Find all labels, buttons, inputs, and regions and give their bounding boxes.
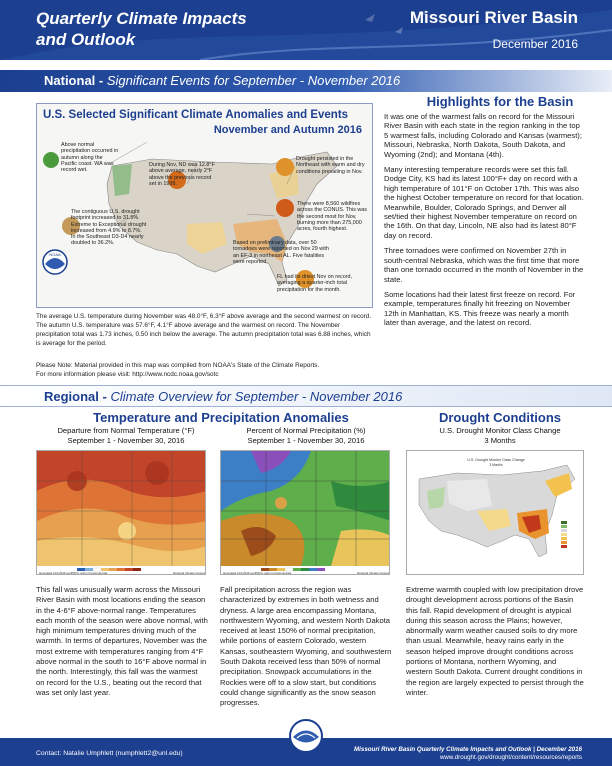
footer-contact: Contact: Natalie Umphlett (numphlett2@unl.edu) [36, 750, 183, 757]
drought-change-map [406, 450, 584, 575]
regional-section-band [0, 385, 612, 407]
precip-caption-line-1: Percent of Normal Precipitation (%) [246, 426, 366, 435]
highlights-paragraph: Three tornadoes were confirmed on November 27th in south-central Nebraska, which was the first time that more than one tornado occurred in the month of November in the state. [384, 246, 584, 284]
precip-map-footer-right: Regional Climate Centers [357, 571, 389, 575]
issue-date: December 2016 [492, 37, 578, 51]
annotation-tornadoes: Based on preliminary data, over 50 tornadoes were reported on Nov 29 with an EF-3 in northeast AL. Five fatalities were reported. [233, 240, 329, 265]
note-line-2: For more information please visit: http://www.ncdc.noaa.gov/sotc [36, 370, 219, 378]
noaa-logo-text: NOAA [49, 252, 61, 257]
drought-narrative: Extreme warmth coupled with low precipitation drove drought development across portions of the Basin this fall. Rapid development of drought is atypical during this season across the Plains; however, abnormally warm weather caused soils to dry more than usual. Meanwhile, heavy rains early in the season helped improve drought conditions across portions of Montana, northern Wyoming, and western South Dakota. Current drought conditions in the region are largely expected to persist through the winter. [406, 585, 584, 697]
national-map-title: U.S. Selected Significant Climate Anomalies and Events [43, 109, 349, 121]
national-band-italic: Significant Events for September - November 2016 [106, 73, 401, 88]
title-line-2: and Outlook [36, 30, 136, 49]
national-section-band [0, 70, 612, 92]
drought-caption-line-1: U.S. Drought Monitor Class Change [439, 426, 561, 435]
footer-url[interactable]: www.drought.gov/drought/content/resources/reports [439, 754, 582, 761]
national-map-subtitle: November and Autumn 2016 [213, 124, 362, 136]
drought-map-inner-title: U.S. Drought Monitor Class Change [467, 458, 525, 462]
annotation-florida: FL had its driest Nov on record, averaging a quarter-inch total precipitation for the month. [277, 274, 353, 293]
national-summary-text: The average U.S. temperature during November was 48.0°F, 6.3°F above average and the second warmest on record. The autumn U.S. temperature was 57.6°F, 4.1°F above average and the warmest on record. The November precipitation total was 1.73 inches, 0.50 inch below the average. The autumn precipitation total was 6.88 inches, which is average for the period. [36, 313, 372, 347]
temp-precip-title: Temperature and Precipitation Anomalies [93, 410, 349, 425]
precip-caption-line-2: September 1 - November 30, 2016 [247, 435, 365, 445]
national-band-label [44, 73, 400, 88]
regional-band-italic: Climate Overview for September - November 2016 [110, 389, 403, 404]
drought-map-inner-subtitle: 3 Months [489, 463, 503, 467]
precipitation-map-graphic [221, 451, 390, 575]
newsletter-title [36, 8, 316, 50]
drought-title: Drought Conditions [438, 410, 562, 425]
temp-map-footer-right: Regional Climate Centers [173, 571, 205, 575]
highlights-paragraph: Some locations had their latest first freeze on record. For example, temperatures finally hit freezing on November 12th in Manhattan, KS. This freeze was nearly a month later than average, and the latest on record. [384, 289, 576, 328]
region-name: Missouri River Basin [409, 8, 578, 27]
temp-caption-line-1: Departure from Normal Temperature (°F) [57, 426, 195, 435]
title-line-1: Quarterly Climate Impacts [36, 9, 247, 28]
drought-legend [561, 521, 567, 548]
annotation-drought-footprint: The contiguous U.S. drought footprint increased to 31.5%. Extreme to Exceptional drought increased from 4.9% to 8.7%. In the Southeast D3-D4 nearly doubled to 36.2%. [71, 209, 147, 247]
temp-map-caption [36, 426, 216, 445]
regional-band-label [44, 389, 402, 404]
note-line-1: Please Note: Material provided in this map was compiled from NOAA's State of the Climate Reports. [36, 362, 320, 369]
national-band-bold: National - [44, 73, 107, 88]
annotation-north-dakota: During Nov, ND was 12.8°F above average, nearly 2°F above the previous record set in 1999. [149, 162, 215, 187]
national-note [36, 362, 376, 380]
annotation-northeast: Drought persisted in the Northeast with warm and dry conditions prevailing in Nov. [296, 156, 365, 175]
annotation-pacific: Above normal precipitation occurred in autumn along the Pacific coast. WA was record wet. [61, 142, 119, 174]
page-header [0, 0, 612, 60]
footer-publication-title: Missouri River Basin Quarterly Climate Impacts and Outlook | December 2016 [354, 746, 582, 753]
noaa-logo [43, 250, 67, 274]
highlights-body [384, 112, 584, 334]
temp-caption-line-2: September 1 - November 30, 2016 [67, 435, 185, 445]
highlights-title: Highlights for the Basin [426, 94, 574, 109]
national-anomalies-map [36, 103, 373, 308]
temperature-departure-map [36, 450, 206, 575]
precip-map-caption [216, 426, 396, 445]
highlights-paragraph: It was one of the warmest falls on record for the Missouri River Basin with each state in the region ranking in the top 5 warmest falls, including Colorado and Kansas (warmest); Missouri, Nebraska, North Dakota, South Dakota, and Wyoming (2nd); and Montana (4th). [384, 112, 582, 159]
highlights-paragraph: Many interesting temperature records were set this fall. Dodge City, KS had its latest 100°F+ day on record with a high temperature of 101°F on October 17th. This was also the highest October temperature on record for that location. Meanwhile, Boulder, Colorado Springs, and Denver all set/tied their highest November temperature on record on the 16th. On that day, Lincoln, NE also had its latest 80°F day on record. [384, 165, 584, 240]
annotation-wildfires: There were 8,560 wildfires across the CONUS. This was the second most for Nov, burning more than 275,000 acres, fourth highest. [297, 201, 367, 233]
precip-map-footer-left: Generated 12/1/2016 at HPRCC using provisional data. [223, 571, 292, 575]
precipitation-narrative: Fall precipitation across the region was characterized by extremes in both wetness and dryness. A large area encompassing Montana, northwestern Wyoming, and western North Dakota received at least 150% of normal precipitation, while portions of eastern Colorado, western Kansas, southeastern Wyoming, and southwestern South Dakota received less than 50% of normal precipitation. Snowpack accumulations in the Rockies were off to a slow start, but conditions could change significantly as the snow season progresses. [220, 585, 392, 708]
temp-map-footer-left: Generated 12/1/2016 at HPRCC using provisional data. [39, 571, 108, 575]
drought-map-graphic [407, 451, 584, 575]
noaa-footer-logo-icon [288, 718, 324, 754]
temperature-map-graphic [37, 451, 206, 575]
temperature-narrative: This fall was unusually warm across the Missouri River Basin with most locations ending the season in the 4-6°F above-normal range. Temperatures each month of the season were above normal, with high minimum temperatures driving much of the warmth. In terms of departures, November was the most extreme with temperatures ranging from 4°F above normal in the south to 16°F above normal in the north. Interestingly, this fall was the warmest on record for the U.S., beating out the record that was set only last year. [36, 585, 208, 697]
precipitation-percent-map [220, 450, 390, 575]
drought-caption-line-2: 3 Months [484, 435, 516, 445]
footer-publication-info [354, 746, 582, 762]
drought-map-caption [410, 426, 590, 445]
regional-band-bold: Regional - [44, 389, 111, 404]
